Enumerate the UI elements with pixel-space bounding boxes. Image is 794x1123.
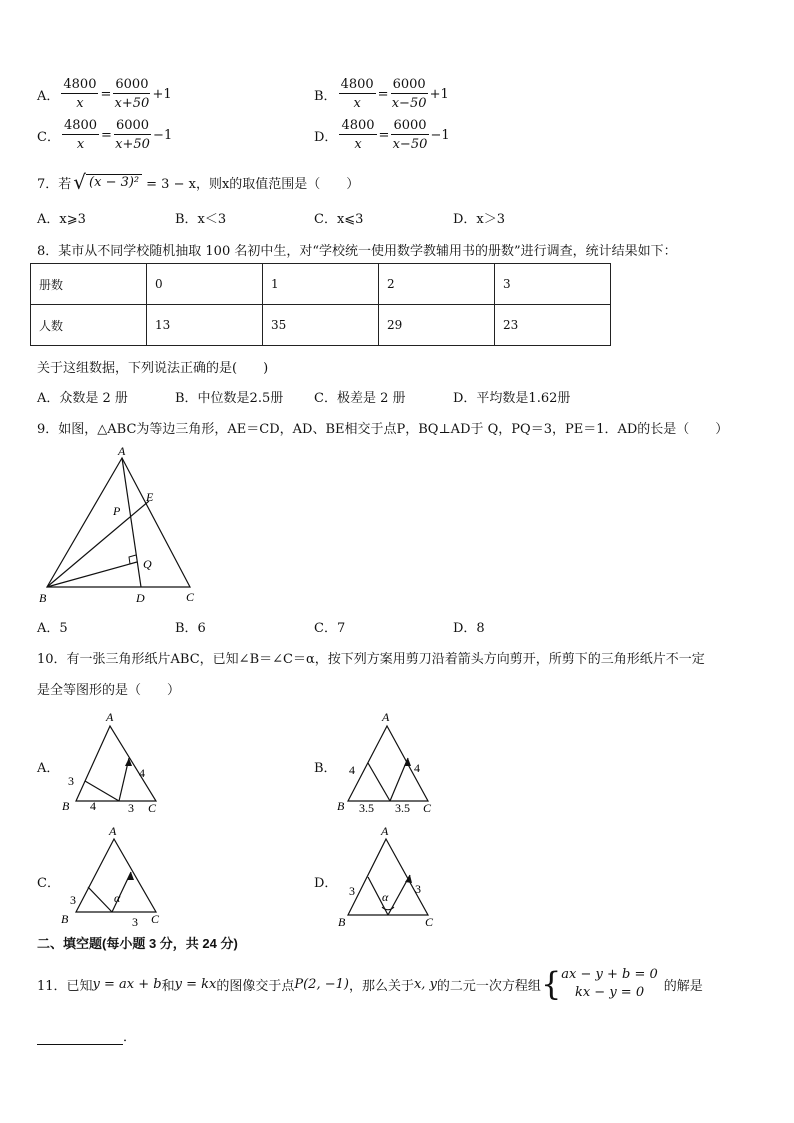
vertex-b-label: B — [39, 591, 47, 605]
side-label: 4 — [90, 799, 96, 813]
vertex-c-label: C — [186, 590, 195, 604]
q10-figure-b — [334, 708, 444, 818]
q9-stem: 9．如图，△ABC为等边三角形，AE＝CD，AD、BE相交于点P，BQ⊥AD于 Q，PQ＝3，PE＝1．AD的长是（ ） — [37, 422, 729, 437]
radicand: (x − 3)² — [86, 174, 142, 190]
fraction: $\frac{6000}{x-50}$ — [392, 118, 428, 152]
q8-option-d: D．平均数是1.62册 — [453, 391, 571, 406]
q6-option-a: A． $\frac{4800}{x}$ = $\frac{6000}{x+50}$ +1 — [37, 77, 172, 111]
vertex-c-label: C — [151, 912, 160, 926]
q10-figure-d — [334, 823, 444, 933]
side-label: 3 — [68, 774, 74, 788]
table-row — [31, 264, 611, 305]
q7-option-a: A．x⩾3 — [37, 212, 86, 227]
q9-option-c: C．7 — [314, 621, 346, 636]
side-label: 3 — [415, 882, 421, 896]
vertex-b-label: B — [338, 915, 346, 929]
fraction: $\frac{4800}{x}$ — [63, 118, 98, 152]
fraction: $\frac{6000}{x+50}$ — [115, 118, 150, 152]
q10-stem-line1: 10．有一张三角形纸片ABC，已知∠B＝∠C＝α，按下列方案用剪刀沿着箭头方向剪开，所剪下的三角形纸片不一定 — [37, 652, 705, 667]
fraction: $\frac{6000}{x-50}$ — [391, 77, 427, 111]
table-cell: 35 — [263, 305, 379, 346]
q9-option-d: D．8 — [453, 621, 485, 636]
side-label: 3 — [70, 893, 76, 907]
answer-blank[interactable]: ． — [37, 1026, 136, 1045]
angle-alpha-label: α — [114, 891, 121, 905]
table-cell: 人数 — [31, 305, 147, 346]
q9-option-b: B．6 — [175, 621, 206, 636]
fraction: $\frac{4800}{x}$ — [340, 77, 374, 111]
q9-option-a: A．5 — [37, 621, 68, 636]
side-label: 3 — [132, 915, 138, 929]
q8-question: 关于这组数据，下列说法正确的是( ) — [37, 361, 269, 376]
q9-triangle-figure — [30, 444, 210, 609]
q8-stem: 8．某市从不同学校随机抽取 100 名初中生，对“学校统一使用数学教辅用书的册数”进行调查，统计结果如下： — [37, 244, 677, 259]
table-cell: 1 — [263, 264, 379, 305]
sqrt-sign: √ — [73, 170, 87, 194]
section-heading: 二、填空题(每小题 3 分，共 24 分) — [37, 936, 238, 951]
table-cell: 23 — [495, 305, 611, 346]
vertex-b-label: B — [61, 912, 69, 926]
fraction: $\frac{4800}{x}$ — [63, 77, 97, 111]
side-label: 4 — [349, 763, 355, 777]
vertex-b-label: B — [337, 799, 345, 813]
table-cell: 29 — [379, 305, 495, 346]
q10-stem-line2: 是全等图形的是（ ） — [37, 683, 181, 698]
table-row — [31, 305, 611, 346]
q10-option-d-letter: D． — [314, 876, 338, 891]
vertex-a-label: A — [118, 444, 126, 458]
side-label: 3 — [128, 801, 134, 815]
vertex-a-label: A — [106, 710, 114, 724]
side-label: 3 — [349, 884, 355, 898]
vertex-a-label: A — [382, 710, 390, 724]
table-cell: 13 — [147, 305, 263, 346]
q8-option-c: C．极差是 2 册 — [314, 391, 406, 406]
q8-data-table — [30, 263, 611, 346]
side-label: 3.5 — [395, 801, 410, 815]
q10-figure-a — [58, 708, 168, 818]
q7-stem: 7．若 √ (x − 3)² = 3 − x，则x的取值范围是（ ） — [37, 170, 360, 194]
fraction: $\frac{4800}{x}$ — [341, 118, 375, 152]
equation-system: { ax − y + b = 0 kx − y = 0 — [540, 965, 658, 1003]
table-cell: 册数 — [31, 264, 147, 305]
side-label: 4 — [139, 766, 145, 780]
point-d-label: D — [136, 591, 145, 605]
vertex-a-label: A — [381, 824, 389, 838]
table-cell: 3 — [495, 264, 611, 305]
q10-figure-c — [58, 823, 168, 933]
q10-option-a-letter: A． — [37, 761, 60, 776]
vertex-b-label: B — [62, 799, 70, 813]
q6-option-c: C． $\frac{4800}{x}$ = $\frac{6000}{x+50}$ −1 — [37, 118, 173, 152]
point-e-label: E — [146, 490, 154, 504]
table-cell: 2 — [379, 264, 495, 305]
side-label: 4 — [414, 761, 420, 775]
q8-option-b: B．中位数是2.5册 — [175, 391, 284, 406]
q11-stem: 11．已知 y = ax + b 和 y = kx 的图像交于点 P(2, −1) ，那么关于 x, y 的二元一次方程组 { ax − y + b = 0 kx − y = 0 的解是 — [37, 965, 703, 1003]
q7-option-b: B．x＜3 — [175, 212, 227, 227]
point-p-label: P — [113, 504, 121, 518]
vertex-c-label: C — [148, 801, 157, 815]
q10-option-c-letter: C． — [37, 876, 60, 891]
fraction: $\frac{6000}{x+50}$ — [114, 77, 150, 111]
vertex-a-label: A — [109, 824, 117, 838]
q8-option-a: A．众数是 2 册 — [37, 391, 128, 406]
q6-option-b: B． $\frac{4800}{x}$ = $\frac{6000}{x-50}$ +1 — [314, 77, 449, 111]
point-q-label: Q — [143, 557, 152, 571]
left-brace-icon: { — [540, 965, 562, 1003]
q6-option-d: D． $\frac{4800}{x}$ = $\frac{6000}{x-50}$ −1 — [314, 118, 450, 152]
q7-option-d: D．x＞3 — [453, 212, 506, 227]
table-cell: 0 — [147, 264, 263, 305]
side-label: 3.5 — [359, 801, 374, 815]
q10-option-b-letter: B． — [314, 761, 337, 776]
vertex-c-label: C — [423, 801, 432, 815]
angle-alpha-label: α — [382, 890, 389, 904]
vertex-c-label: C — [425, 915, 434, 929]
q7-option-c: C．x⩽3 — [314, 212, 364, 227]
